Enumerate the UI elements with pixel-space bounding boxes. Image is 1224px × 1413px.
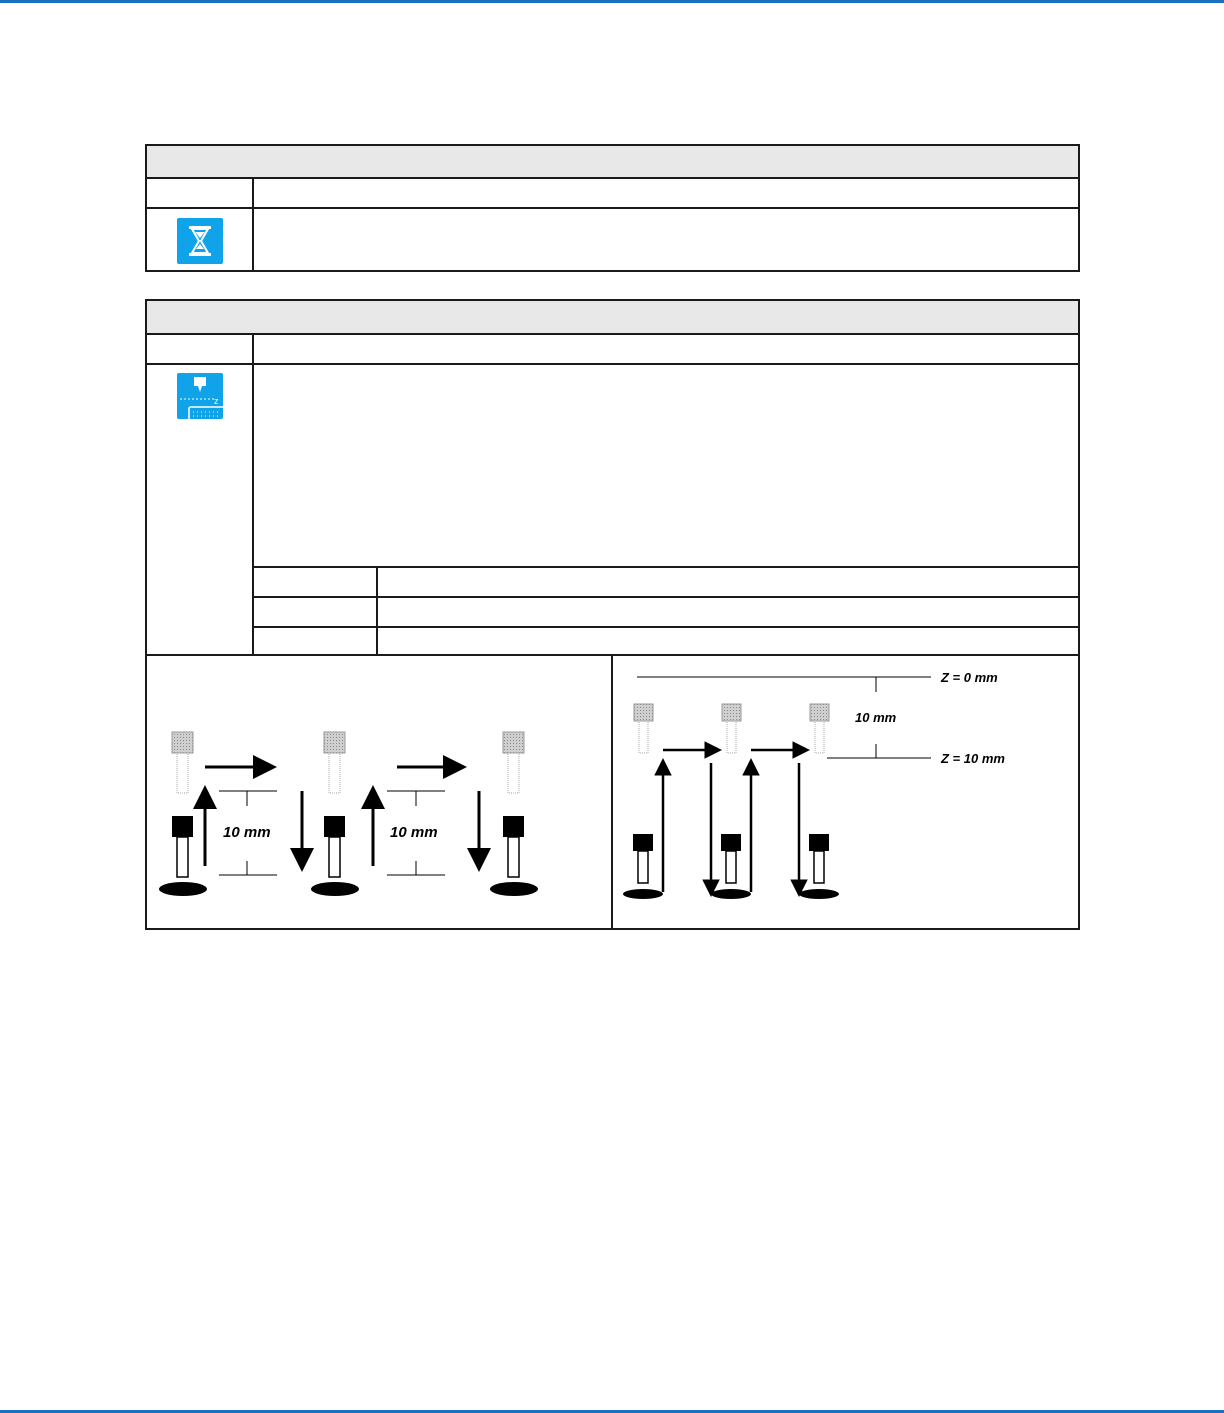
z-probe-table-icon-column-header	[147, 335, 254, 363]
probe-3	[490, 816, 538, 896]
z-probe-table-subheader-row	[147, 335, 1078, 365]
svg-text:z: z	[213, 396, 218, 406]
z-probe-description-text-area	[254, 365, 1078, 566]
z-probe-table-description-column-header	[254, 335, 1078, 363]
z-probe-parameter-value-1	[378, 568, 1078, 596]
probe-1	[159, 816, 207, 896]
wait-table-icon-cell	[147, 209, 254, 270]
z-probe-table	[145, 299, 1080, 930]
wait-table	[145, 144, 1080, 272]
z-probe-parameter-row-2	[254, 596, 1078, 626]
z-probe-parameter-value-3	[378, 628, 1078, 654]
probe-ghost-1	[172, 732, 193, 793]
probe-c	[799, 834, 839, 899]
probe-ghost-a	[634, 704, 653, 753]
probe-a	[623, 834, 663, 899]
z-probe-figure-row	[147, 654, 1078, 928]
z-probe-parameter-name-1	[254, 568, 378, 596]
probe-2	[311, 816, 359, 896]
relative-move-figure	[147, 656, 613, 928]
z-probe-parameter-value-2	[378, 598, 1078, 626]
probe-ghost-2	[324, 732, 345, 793]
z-probe-parameter-row-3	[254, 626, 1078, 654]
wait-table-header	[147, 146, 1078, 179]
z-probe-table-description-cell	[254, 365, 1078, 654]
z-probe-parameter-row-1	[254, 566, 1078, 596]
z-probe-table-icon-cell	[147, 365, 254, 654]
z-probe-icon	[177, 373, 223, 419]
distance-label-2: 10 mm	[390, 824, 438, 841]
z-bottom-label: Z = 10 mm	[941, 751, 1005, 766]
hourglass-icon	[177, 218, 223, 264]
probe-ghost-c	[810, 704, 829, 753]
wait-table-description-column-header	[254, 179, 1078, 207]
z-probe-table-body-row	[147, 365, 1078, 654]
z-probe-parameter-name-3	[254, 628, 378, 654]
absolute-move-figure	[613, 656, 1080, 928]
z-top-label: Z = 0 mm	[941, 670, 998, 685]
wait-table-subheader-row	[147, 179, 1078, 209]
distance-label-1: 10 mm	[223, 824, 271, 841]
probe-ghost-3	[503, 732, 524, 793]
probe-b	[711, 834, 751, 899]
wait-table-icon-column-header	[147, 179, 254, 207]
top-accent-rule	[0, 0, 1224, 3]
z-probe-parameter-name-2	[254, 598, 378, 626]
probe-ghost-b	[722, 704, 741, 753]
distance-label: 10 mm	[855, 710, 897, 725]
z-probe-table-header	[147, 301, 1078, 335]
wait-table-description-cell	[254, 209, 1078, 270]
wait-table-body-row	[147, 209, 1078, 270]
